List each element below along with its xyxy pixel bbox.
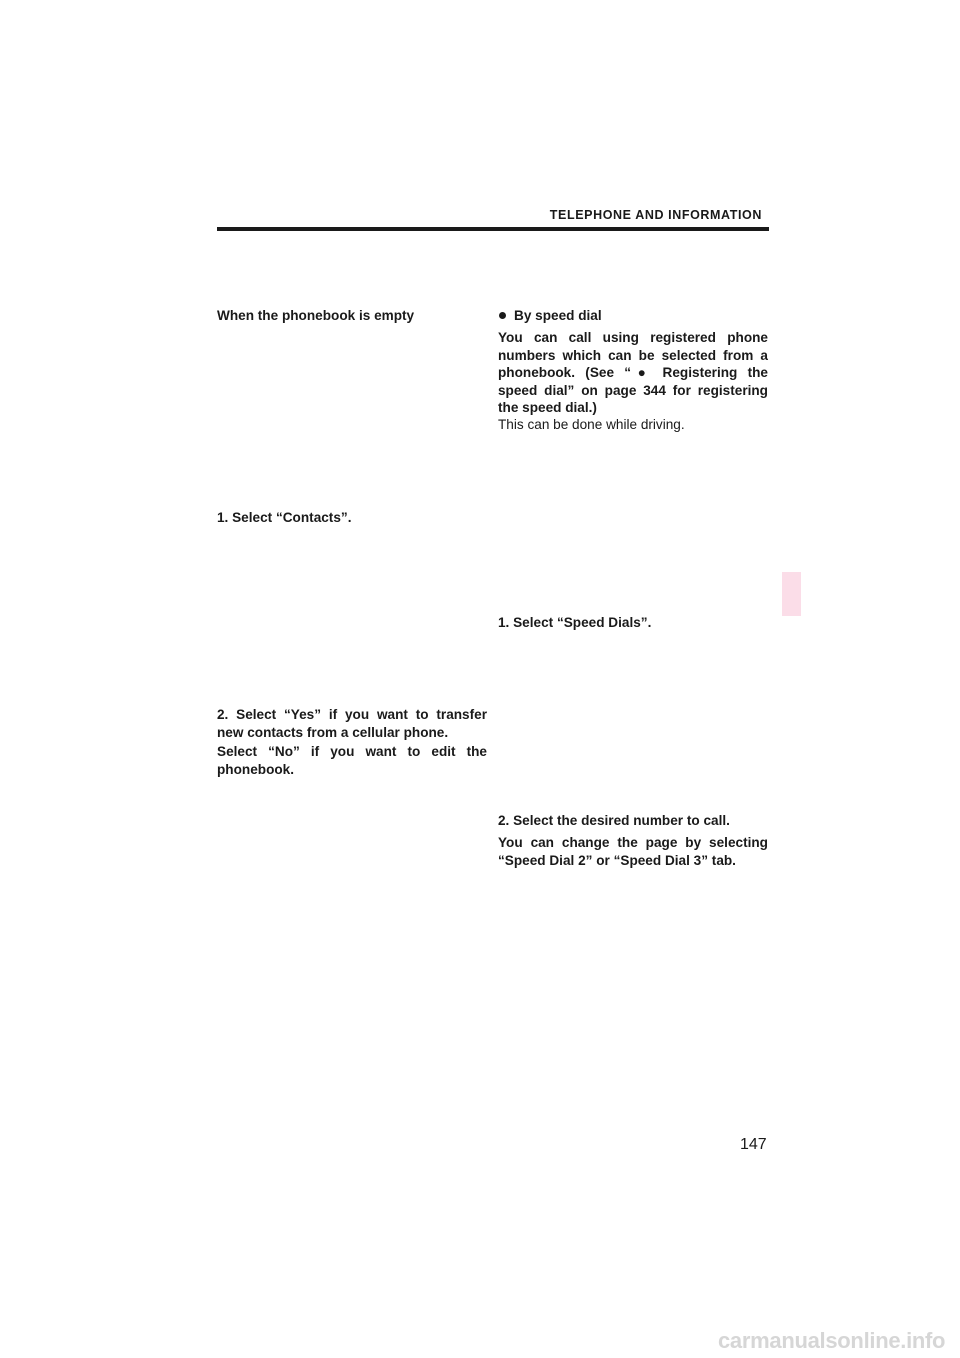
right-step-2-note: You can change the page by selecting “Speed Dial 2” or “Speed Dial 3” tab.	[498, 835, 768, 868]
watermark-logo: carmanualsonline.info	[718, 1328, 946, 1353]
left-step-2-note: Select “No” if you want to edit the phonebook.	[217, 744, 487, 777]
left-step-1: 1. Select “Contacts”.	[217, 510, 352, 525]
speed-dial-heading-text: By speed dial	[514, 308, 602, 323]
driving-note: This can be done while driving.	[498, 417, 685, 432]
right-step-2: 2. Select the desired number to call.	[498, 813, 730, 828]
header-rule	[217, 227, 769, 231]
speed-dial-intro: You can call using registered phone numbers which can be selected from a phonebook. (See “● Registering the speed dial” on page 344 for registering the speed dial.)	[498, 330, 768, 415]
right-step-1: 1. Select “Speed Dials”.	[498, 615, 652, 630]
bullet-icon	[499, 312, 506, 319]
left-step-2: 2. Select “Yes” if you want to transfer new contacts from a cellular phone.	[217, 707, 487, 740]
chapter-side-tab	[782, 572, 801, 616]
speed-dial-heading	[498, 307, 768, 325]
page-number: 147	[740, 1136, 767, 1153]
section-title: TELEPHONE AND INFORMATION	[549, 208, 762, 222]
phonebook-empty-heading: When the phonebook is empty	[217, 308, 415, 323]
